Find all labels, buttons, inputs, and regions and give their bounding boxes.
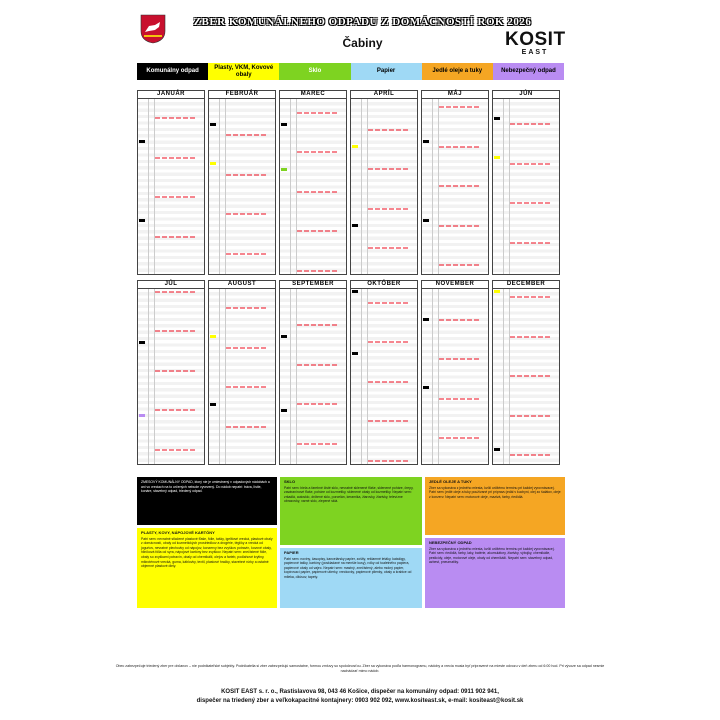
month-april <box>350 90 418 275</box>
weekend-row <box>226 174 267 176</box>
weekend-row <box>368 168 409 170</box>
info-nebezpecny-text: Zber sa vykonáva z jedného miesta, kvôli určitému termínu pri každej vyrovnávacej. Patrí sem: riedidlá, farby, laky, batérie, akumulátory, žiarivky, výbojky, chemikálie, pesticídy, oleje, motorové oleje, obaly od chemikálií. Nepatrí sem: stavebný odpad, azbest, pneumatiky. <box>429 546 555 565</box>
weekend-row <box>368 460 409 462</box>
weekend-row <box>297 191 338 193</box>
month-days <box>209 289 275 464</box>
weekend-row <box>368 420 409 422</box>
weekend-row <box>297 151 338 153</box>
municipality-name: Čabiny <box>342 36 383 50</box>
weekend-row <box>439 398 480 400</box>
month-august <box>208 280 276 465</box>
info-papier-title: PAPIER <box>284 550 299 555</box>
weekend-row <box>439 358 480 360</box>
month-days <box>209 99 275 274</box>
weekend-row <box>297 364 338 366</box>
month-days <box>138 289 204 464</box>
month-october <box>350 280 418 465</box>
month-june <box>492 90 560 275</box>
info-papier-text: Patrí sem: noviny, časopisy, kancelársky papier, zošity, reklamné letáky, katalógy, papierové tašky, kartóny (poskladané na menšie kusy), rolky od toaletného papiera, papierové obaly od vajec. Nepatrí sem: mastný, znečistený, alebo mokrý papier, kopírovací papier, papierové utierky, vreckovky, papierové plienky, obaly a krabice od mlieka, džúsov, tapety. <box>284 556 412 579</box>
weekend-row <box>510 454 551 456</box>
info-plasty <box>137 528 277 608</box>
month-title: SEPTEMBER <box>280 281 346 289</box>
legend-komunalny: Komunálny odpad <box>137 63 208 80</box>
collection-marker <box>494 117 500 120</box>
info-nebezpecny-title: NEBEZPEČNÝ ODPAD <box>429 540 472 545</box>
weekend-row <box>155 117 196 119</box>
weekend-row <box>226 213 267 215</box>
collection-marker <box>352 145 358 148</box>
month-title: DECEMBER <box>493 281 559 289</box>
collection-marker <box>352 290 358 293</box>
month-march <box>279 90 347 275</box>
waste-legend <box>137 63 564 80</box>
weekend-row <box>226 134 267 136</box>
month-days <box>493 289 559 464</box>
weekend-row <box>226 307 267 309</box>
collection-marker <box>352 352 358 355</box>
weekend-row <box>439 264 480 266</box>
weekend-row <box>155 409 196 411</box>
collection-marker <box>281 123 287 126</box>
info-plasty-text: Patrí sem: nevratné stlačené plastové fľaše, fólie, tašky, igelitové vrecká, plastové obaly z domácností, obaly od kozmetických prostriedkov a drogérie, téglíky a vrecká od jogurtov, nevratné plechovky od nápojov, konzervy bez zvyškov potravín, kovové obaly, hliníková fólia od syra, nápojové kartóny bez zvyškov. Nepatrí sem: znečistené fólie, obaly so zvyškami potravín, obaly od chemikálií, olejov a farieb, podlahové krytiny, mikroténové vrecká, guma, káblovky, textil, plastové hračky, stavebné rúrky a ostatné objemné plastové diely. <box>141 536 273 569</box>
month-days <box>422 289 488 464</box>
month-january <box>137 90 205 275</box>
collection-marker <box>352 224 358 227</box>
collection-marker <box>139 219 145 222</box>
contact-line-2: dispečer na triedený zber a veľkokapacitné kontajnery: 0903 902 092, www.kositeast.sk, e-mail: kositeast@kosit.sk <box>196 698 524 704</box>
weekend-row <box>368 302 409 304</box>
legend-papier: Papier <box>351 63 422 80</box>
month-days <box>138 99 204 274</box>
month-december <box>492 280 560 465</box>
legend-nebezpecny: Nebezpečný odpad <box>493 63 564 80</box>
info-komunalny-text: ZMESOVÝ KOMUNÁLNY ODPAD, ktorý nie je umiestnený v odpadových nádobách a ani vo vreciach na to určených nebude vyvezený. Do nádob nepatrí: tráva, lístie, konáre, stavebný odpad, triedený odpad. <box>141 480 270 494</box>
collection-marker <box>139 414 145 417</box>
weekend-row <box>155 236 196 238</box>
weekend-row <box>368 129 409 131</box>
weekend-row <box>155 291 196 293</box>
collection-marker <box>423 219 429 222</box>
weekend-row <box>226 347 267 349</box>
weekend-row <box>297 230 338 232</box>
month-title: NOVEMBER <box>422 281 488 289</box>
footnote: Obec zabezpečuje triedený zber pre občanov – nie podnikateľské subjekty. Podnikatelia si zber zabezpečujú samostatne, formou zmluvy so spoločnosťou. Zber sa vykonáva podľa harmonogramu, nádoby a vrecia musia byť pripravené na mieste odvozu v deň zberu od 6:00 hod. Pri vývoze sa odpad nesmie nachádzať mimo nádob. <box>115 664 605 673</box>
info-oleje-text: Zber sa vykonáva z jedného miesta, kvôli určitému termínu pri každej vyrovnávacej. Patrí sem: jedlé oleje a tuky používané pri prípravu jedál v kuchyni, olej zo šalátov, oleje z konzerv. Nepatrí sem: motorové oleje, mazivá, farby, riedidlá. <box>429 485 561 499</box>
info-oleje <box>425 477 565 535</box>
weekend-row <box>368 381 409 383</box>
weekend-row <box>226 386 267 388</box>
weekend-row <box>368 208 409 210</box>
month-may <box>421 90 489 275</box>
weekend-row <box>439 225 480 227</box>
weekend-row <box>297 112 338 114</box>
collection-marker <box>210 403 216 406</box>
kosit-logo <box>505 30 565 58</box>
weekend-row <box>155 157 196 159</box>
weekend-row <box>297 403 338 405</box>
weekend-row <box>510 296 551 298</box>
collection-marker <box>494 290 500 293</box>
weekend-row <box>439 185 480 187</box>
month-title: AUGUST <box>209 281 275 289</box>
collection-marker <box>139 341 145 344</box>
collection-marker <box>281 168 287 171</box>
weekend-row <box>155 330 196 332</box>
month-july <box>137 280 205 465</box>
weekend-row <box>439 319 480 321</box>
contact-line-1: KOSIT EAST s. r. o., Rastislavova 98, 043 46 Košice, dispečer na komunálny odpad: 0911 902 941, <box>221 689 499 695</box>
month-november <box>421 280 489 465</box>
month-days <box>280 99 346 274</box>
month-september <box>279 280 347 465</box>
info-oleje-title: JEDLÉ OLEJE A TUKY <box>429 479 472 484</box>
collection-marker <box>139 140 145 143</box>
info-papier <box>280 548 422 608</box>
info-sklo-title: SKLO <box>284 479 296 484</box>
month-title: JÚL <box>138 281 204 289</box>
weekend-row <box>297 270 338 272</box>
weekend-row <box>155 370 196 372</box>
legend-sklo: Sklo <box>279 63 350 80</box>
weekend-row <box>510 123 551 125</box>
info-komunalny <box>137 477 277 525</box>
info-sklo <box>280 477 422 545</box>
weekend-row <box>368 247 409 249</box>
info-plasty-title: PLASTY, KOVY, NÁPOJOVÉ KARTÓNY <box>141 530 215 535</box>
legend-oleje: Jedlé oleje a tuky <box>422 63 493 80</box>
collection-marker <box>281 409 287 412</box>
weekend-row <box>155 449 196 451</box>
contact-info <box>110 688 610 706</box>
month-title: JÚN <box>493 91 559 99</box>
month-days <box>351 289 417 464</box>
weekend-row <box>510 202 551 204</box>
weekend-row <box>297 324 338 326</box>
month-title: FEBRUÁR <box>209 91 275 99</box>
weekend-row <box>368 341 409 343</box>
logo-brand: KOSIT <box>505 29 566 50</box>
month-days <box>422 99 488 274</box>
weekend-row <box>155 196 196 198</box>
weekend-row <box>439 437 480 439</box>
weekend-row <box>510 163 551 165</box>
weekend-row <box>226 426 267 428</box>
weekend-row <box>226 253 267 255</box>
month-february <box>208 90 276 275</box>
collection-marker <box>210 162 216 165</box>
weekend-row <box>510 415 551 417</box>
page-title: ZBER KOMUNÁLNEHO ODPADU Z DOMÁCNOSTÍ ROK 2026 <box>193 16 532 28</box>
info-nebezpecny <box>425 538 565 608</box>
collection-marker <box>423 140 429 143</box>
weekend-row <box>510 336 551 338</box>
collection-marker <box>210 123 216 126</box>
month-title: MAREC <box>280 91 346 99</box>
month-title: APRÍL <box>351 91 417 99</box>
month-title: JANUÁR <box>138 91 204 99</box>
collection-marker <box>210 335 216 338</box>
collection-marker <box>494 448 500 451</box>
collection-marker <box>423 318 429 321</box>
weekend-row <box>510 375 551 377</box>
legend-plasty: Plasty, VKM, Kovové obaly <box>208 63 279 80</box>
weekend-row <box>439 106 480 108</box>
collection-marker <box>423 386 429 389</box>
info-sklo-text: Patrí sem: biela a farebné čisté sklo, nevratné sklenené fľaše, sklenené poháre, črepy, zaváraninové fľaše, poháre od kozmetiky, sklenené obaly od kozmetiky. Nepatrí sem: zrkadlá, autosklo, drôtené sklo, porcelán, keramika, žiarovky, žiarivky, televízne obrazovky, varné sklo, zlepené sklá. <box>284 485 414 504</box>
month-days <box>493 99 559 274</box>
collection-marker <box>494 156 500 159</box>
logo-subbrand: EAST <box>521 49 549 56</box>
month-days <box>351 99 417 274</box>
municipality-crest-icon <box>140 14 166 44</box>
month-title: MÁJ <box>422 91 488 99</box>
month-days <box>280 289 346 464</box>
collection-marker <box>281 335 287 338</box>
weekend-row <box>439 146 480 148</box>
weekend-row <box>297 443 338 445</box>
month-title: OKTÓBER <box>351 281 417 289</box>
weekend-row <box>510 242 551 244</box>
